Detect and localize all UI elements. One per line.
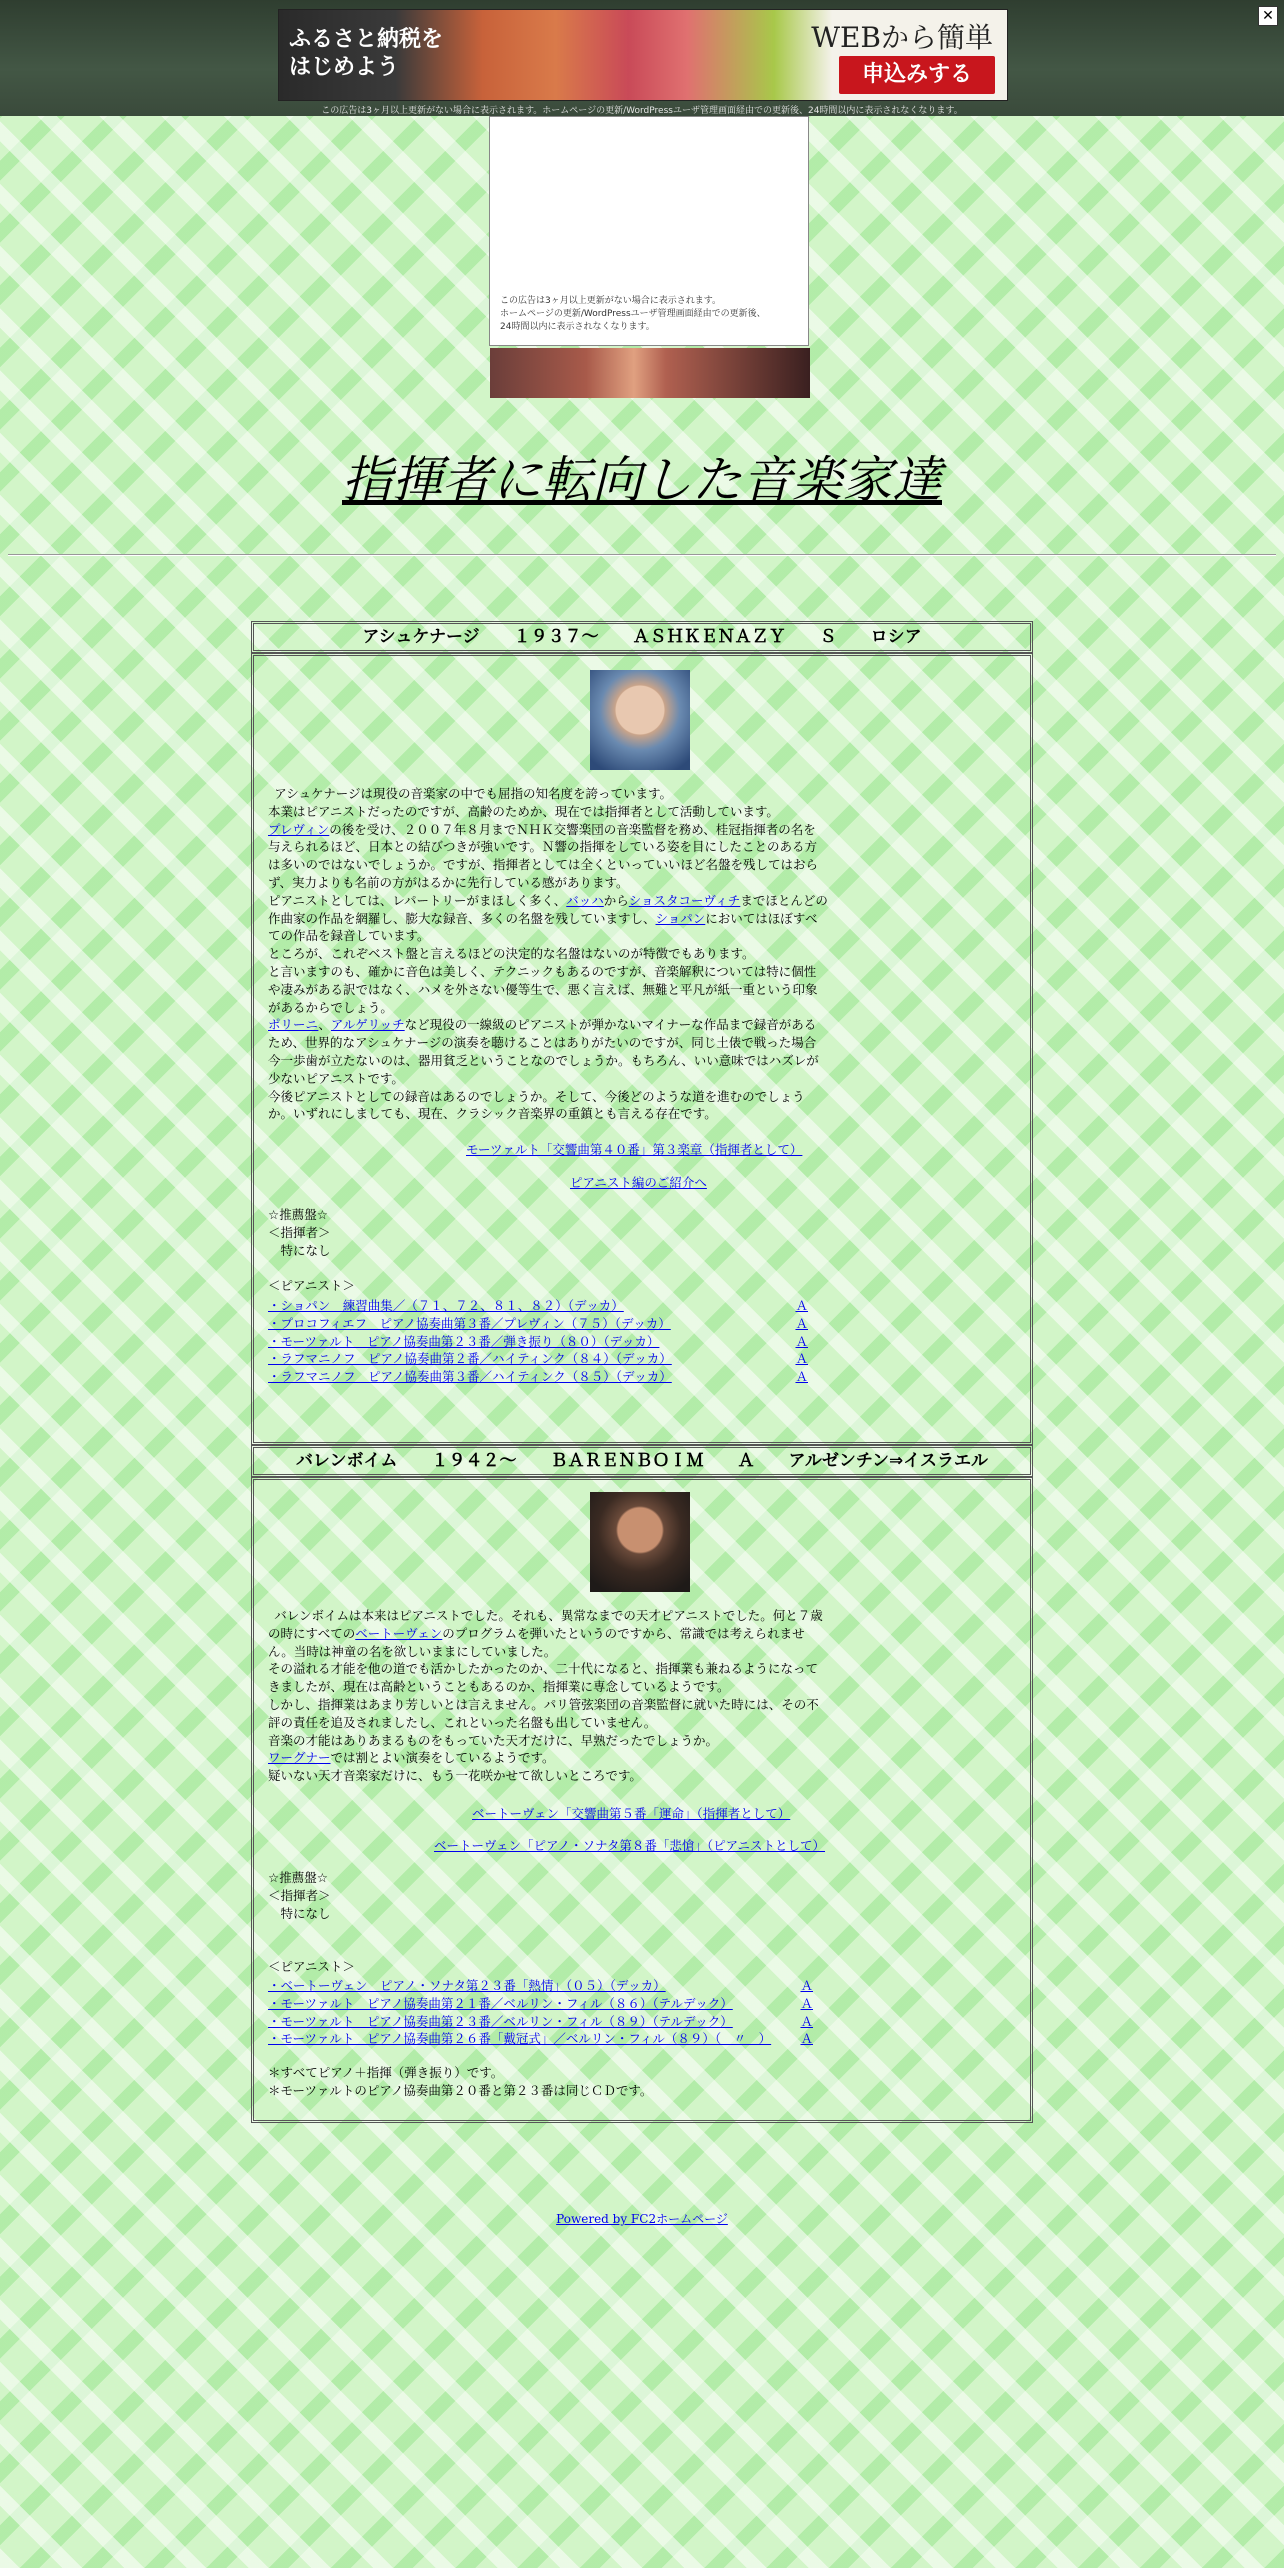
composer-link[interactable]: ショスタコーヴィチ xyxy=(628,892,741,908)
prose-text: までほとんどの作曲家の作品を網羅し、膨大な録音、多くの名盤を残していますし、 xyxy=(268,892,828,926)
prose-text: など現役の一線級のピアニストが弾かないマイナーな作品まで録音があるため、世界的なアシュケナージの演奏を聴けることはありがたいのですが、同じ土俵で戦った場合今一歩歯が立たないのは、器用貧乏ということなのでしょうか。もちろん、いい意味ではハズレが少ないピアニストです。 xyxy=(268,1017,819,1086)
ad-box[interactable] xyxy=(489,116,809,346)
prose-text: しかし、指揮業はあまり芳しいとは言えません。パリ管弦楽団の音楽監督に就いた時には、その不評の責任を追及されましたし、これといった名盤も出していません。 xyxy=(268,1696,819,1730)
recording-title: ・ショパン 練習曲集／（７１、７２、８１、８２）（デッカ） xyxy=(268,1298,624,1313)
prose-text: ピアニストとしては、レパートリーがまほしく多く、 xyxy=(268,892,567,908)
prose-text: 今後ピアニストとしての録音はあるのでしょうか。そして、今後どのような道を進むのでしょうか。いずれにしましても、現在、クラシック音楽界の重鎮とも言える存在です。 xyxy=(268,1088,805,1122)
prose-text: バレンボイムは本来はピアニストでした。それも、異常なまでの天才ピアニストでした。何と７歳の時にすべての xyxy=(268,1608,823,1641)
recording-rank: Ａ xyxy=(800,1978,813,1993)
prose-paragraph xyxy=(268,945,828,963)
recording-item[interactable] xyxy=(268,1977,813,1995)
link-pianist-intro[interactable]: ピアニスト編のご紹介へ xyxy=(570,1175,707,1190)
prose-text: のプログラムを弾いたというのですから、常識では考えられません。当時は神童の名を欲しいままにしていました。 xyxy=(268,1625,805,1659)
recording-title: ・モーツァルト ピアノ協奏曲第２１番／ベルリン・フィル（８６）（テルデック） xyxy=(268,1995,733,2011)
prose-paragraph xyxy=(268,963,828,1016)
prose-paragraph xyxy=(268,1660,828,1696)
composer-link[interactable]: ベートーヴェン xyxy=(355,1625,443,1641)
prose-text: と言いますのも、確かに音色は美しく、テクニックもあるのですが、音楽解釈については特に個性や凄みがある訳ではなく、ハメを外さない優等生で、悪く言えば、無難と平凡が紙一重という印象があるからでしょう。 xyxy=(268,963,818,1015)
recommend-conductor-none: 特になし xyxy=(268,1905,331,1921)
recommend-conductor-label: ＜指揮者＞ xyxy=(268,1224,331,1240)
recording-title: ・モーツァルト ピアノ協奏曲第２３番／ベルリン・フィル（８９）（テルデック） xyxy=(268,2013,733,2029)
recording-title: ・ラフマニノフ ピアノ協奏曲第２番／ハイティンク（８４）（デッカ） xyxy=(268,1351,672,1367)
prose-text: 本業はピアニストだったのですが、高齢のためか、現在では指揮者として活動しています。 xyxy=(268,803,779,819)
recommend-conductor-label: ＜指揮者＞ xyxy=(268,1887,331,1903)
recording-title: ・ラフマニノフ ピアノ協奏曲第３番／ハイティンク（８５）（デッカ） xyxy=(268,1369,672,1385)
recording-rank: Ａ xyxy=(795,1369,808,1385)
section-header-ashkenazy: アシュケナージ １９３７～ ＡＳＨＫＥＮＡＺＹ Ｓ ロシア xyxy=(251,621,1033,653)
link-mozart-symphony-40[interactable]: モーツァルト「交響曲第４０番」第３楽章（指揮者として） xyxy=(466,1142,803,1157)
recording-title: ・モーツァルト ピアノ協奏曲第２３番／弾き振り（８０）（デッカ） xyxy=(268,1333,660,1349)
recording-title: ・モーツァルト ピアノ協奏曲第２６番「戴冠式」／ベルリン・フィル（８９）（ 〃 ） xyxy=(268,2031,772,2047)
recording-rank: Ａ xyxy=(800,2031,813,2047)
composer-link[interactable]: アルゲリッチ xyxy=(330,1017,405,1033)
prose-text: 音楽の才能はありあまるものをもっていた天才だけに、早熟だったでしょうか。 xyxy=(268,1732,719,1748)
prose-text: ところが、これぞベスト盤と言えるほどの決定的な名盤はないのが特徴でもあります。 xyxy=(268,946,755,962)
portrait-ashkenazy xyxy=(590,670,690,770)
recording-item[interactable] xyxy=(268,2013,813,2031)
prose-text: 疑いない天才音楽家だけに、もう一花咲かせて欲しいところです。 xyxy=(268,1768,642,1784)
prose-text: 、 xyxy=(318,1017,331,1033)
composer-link[interactable]: ワーグナー xyxy=(268,1750,331,1766)
ad-photo[interactable] xyxy=(490,348,810,398)
pianist-list-ashkenazy xyxy=(268,1297,808,1386)
recording-rank: Ａ xyxy=(795,1298,808,1313)
recording-rank: Ａ xyxy=(795,1315,808,1331)
note-line: ＊モーツァルトのピアノ協奏曲第２０番と第２３番は同じＣＤです。 xyxy=(268,2082,653,2098)
prose-paragraph xyxy=(268,821,828,892)
ad-banner[interactable] xyxy=(278,9,1008,101)
prose-paragraph xyxy=(268,1696,828,1732)
prose-paragraph xyxy=(268,803,828,821)
recommend-title: ☆推薦盤☆ xyxy=(268,1207,328,1222)
prose-barenboim xyxy=(268,1607,828,1785)
prose-ashkenazy xyxy=(268,785,828,1123)
prose-paragraph xyxy=(268,1732,828,1750)
link-beethoven-pathetique[interactable]: ベートーヴェン「ピアノ・ソナタ第８番「悲愴」（ピアニストとして） xyxy=(434,1838,826,1853)
prose-paragraph xyxy=(268,1088,828,1124)
ad-top-bar xyxy=(0,0,1284,116)
portrait-barenboim xyxy=(590,1492,690,1592)
recording-item[interactable] xyxy=(268,1333,808,1351)
recording-item[interactable] xyxy=(268,1350,808,1368)
composer-link[interactable]: プレヴィン xyxy=(268,821,330,837)
recommend-block-ashkenazy xyxy=(268,1206,355,1295)
note-line: ＊すべてピアノ＋指揮（弾き振り）です。 xyxy=(268,2065,504,2080)
prose-text: においてはほぼすべての作品を録音しています。 xyxy=(268,910,818,944)
powered-by-link[interactable]: Powered by FC2ホームページ xyxy=(556,2212,728,2226)
composer-link[interactable]: ショパン xyxy=(655,910,706,926)
prose-text: では割とよい演奏をしているようです。 xyxy=(330,1750,555,1766)
recommend-pianist-label: ＜ピアニスト＞ xyxy=(268,1278,355,1294)
composer-link[interactable]: ポリーニ xyxy=(268,1017,319,1033)
recording-item[interactable] xyxy=(268,2030,813,2048)
ad-banner-right-text: WEBから簡単 xyxy=(811,21,993,54)
prose-paragraph xyxy=(268,785,828,803)
close-icon[interactable]: ✕ xyxy=(1258,6,1278,26)
recording-item[interactable] xyxy=(268,1297,808,1315)
prose-paragraph xyxy=(268,1767,828,1785)
prose-text: アシュケナージは現役の音楽家の中でも屈指の知名度を誇っています。 xyxy=(274,786,673,801)
recording-title: ・ベートーヴェン ピアノ・ソナタ第２３番「熱情」（０５）（デッカ） xyxy=(268,1978,666,1993)
pianist-list-barenboim xyxy=(268,1977,813,2048)
recording-rank: Ａ xyxy=(800,1995,813,2011)
prose-paragraph xyxy=(268,1607,828,1660)
prose-paragraph xyxy=(268,1016,828,1087)
recording-item[interactable] xyxy=(268,1315,808,1333)
recording-item[interactable] xyxy=(268,1995,813,2013)
prose-text: から xyxy=(603,892,629,908)
recording-item[interactable] xyxy=(268,1368,808,1386)
ad-banner-apply-button[interactable]: 申込みする xyxy=(839,56,995,94)
composer-link[interactable]: バッハ xyxy=(566,892,604,908)
recording-rank: Ａ xyxy=(795,1351,808,1367)
page-title: 指揮者に転向した音楽家達 xyxy=(342,451,942,509)
prose-paragraph xyxy=(268,1749,828,1767)
prose-text: その溢れる才能を他の道でも活かしたかったのか、二十代になると、指揮業も兼ねるようになってきましたが、現在は高齢ということもあるのか、指揮業に専念しているようです。 xyxy=(268,1661,819,1695)
ad-banner-left-text: ふるさと納税を はじめよう xyxy=(289,27,444,80)
recording-title: ・プロコフィエフ ピアノ協奏曲第３番／プレヴィン（７５）（デッカ） xyxy=(268,1315,671,1331)
section-header-barenboim: バレンボイム １９４２～ ＢＡＲＥＮＢＯＩＭ Ａ アルゼンチン⇒イスラエル xyxy=(251,1445,1033,1477)
ad-top-note: この広告は3ヶ月以上更新がない場合に表示されます。ホームページの更新/WordPressユーザ管理画面経由での更新後、24時間以内に表示されなくなります。 xyxy=(321,106,963,116)
notes-barenboim xyxy=(268,2064,652,2100)
prose-paragraph xyxy=(268,892,828,945)
recording-rank: Ａ xyxy=(800,2013,813,2029)
link-beethoven-symphony-5[interactable]: ベートーヴェン「交響曲第５番「運命」（指揮者として） xyxy=(472,1806,791,1821)
recommend-block-barenboim xyxy=(268,1869,355,1976)
ad-box-note: この広告は3ヶ月以上更新がない場合に表示されます。 ホームページの更新/WordPressユーザ管理画面経由での更新後、 24時間以内に表示されなくなります。 xyxy=(500,296,766,332)
prose-text: の後を受け、２００７年８月までＮＨＫ交響楽団の音楽監督を務め、桂冠指揮者の名を与えられるほど、日本との結びつきが強いです。Ｎ響の指揮をしている姿を目にしたことのある方は多いのではないでしょうか。ですが、指揮者としては全くといっていいほど名盤を残してはおらず、実力よりも名前の方がはるかに先行している感があります。 xyxy=(268,821,819,890)
recording-rank: Ａ xyxy=(795,1333,808,1349)
recommend-title: ☆推薦盤☆ xyxy=(268,1870,328,1885)
recommend-pianist-label: ＜ピアニスト＞ xyxy=(268,1958,355,1974)
recommend-conductor-none: 特になし xyxy=(268,1242,331,1258)
divider xyxy=(8,554,1276,556)
